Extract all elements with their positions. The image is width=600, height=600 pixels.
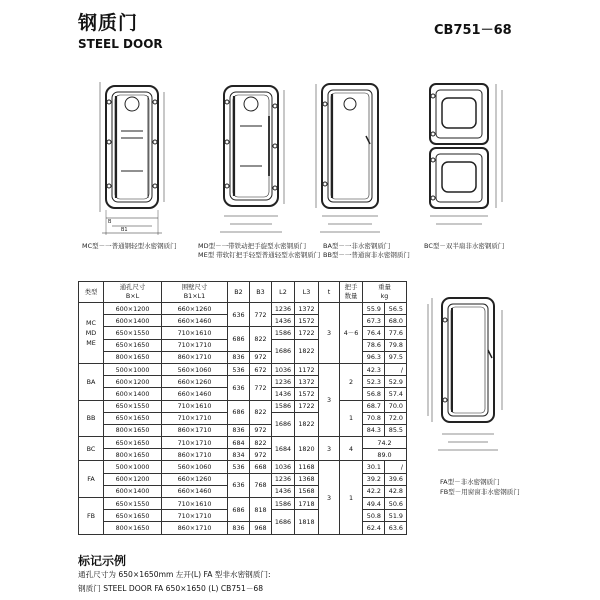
table-cell: 668	[250, 461, 272, 473]
table-cell: 49.4	[363, 498, 385, 510]
table-cell: 84.3	[363, 424, 385, 436]
table-cell: 800×1650	[104, 351, 162, 363]
table-cell: 1586	[272, 400, 295, 412]
me-caption: ME型 带软钉把手轻型普通轻型水密钢质门	[198, 251, 321, 259]
table-cell: 3	[319, 461, 340, 534]
table-cell: 500×1000	[104, 461, 162, 473]
table-cell: 1436	[272, 388, 295, 400]
table-cell: 79.8	[385, 339, 407, 351]
type-cell-bc: BC	[79, 437, 104, 461]
table-cell: 1572	[295, 315, 319, 327]
bb-caption: BB型－一普通窗非水密钢质门	[323, 251, 410, 259]
table-cell: 52.9	[385, 376, 407, 388]
table-cell: 42.3	[363, 363, 385, 375]
table-cell: 822	[250, 400, 272, 424]
table-row	[79, 303, 407, 315]
table-cell: 600×1400	[104, 485, 162, 497]
fb-caption: FB型－用窗窗非水密钢质门	[440, 488, 520, 496]
table-cell: 600×1400	[104, 315, 162, 327]
table-cell: 836	[228, 424, 250, 436]
table-row	[79, 461, 407, 473]
table-cell: 3	[319, 363, 340, 436]
table-cell: 660×1460	[162, 315, 228, 327]
table-cell: 1722	[295, 327, 319, 339]
table-cell: 822	[250, 327, 272, 351]
header-frame: 围壁尺寸 B1×L1	[162, 282, 228, 303]
table-cell: 536	[228, 363, 250, 375]
table-cell: 560×1060	[162, 363, 228, 375]
table-cell: 72.0	[385, 412, 407, 424]
table-cell: 710×1610	[162, 400, 228, 412]
table-cell: 4－6	[340, 303, 363, 364]
table-cell: 650×1550	[104, 498, 162, 510]
table-cell: 1236	[272, 473, 295, 485]
header-b2: B2	[228, 282, 250, 303]
table-row	[79, 437, 407, 449]
header-t: t	[319, 282, 340, 303]
table-cell: 600×1200	[104, 303, 162, 315]
table-cell: 972	[250, 424, 272, 436]
table-cell: 1822	[295, 339, 319, 363]
table-cell: 1684	[272, 437, 295, 461]
table-cell: 1586	[272, 498, 295, 510]
table-cell: 536	[228, 461, 250, 473]
table-cell: 74.2	[363, 437, 407, 449]
table-cell: 1718	[295, 498, 319, 510]
table-cell: 2	[340, 363, 363, 400]
table-cell: 800×1650	[104, 522, 162, 534]
table-cell: 822	[250, 437, 272, 449]
table-cell: 968	[250, 522, 272, 534]
table-cell: 650×1650	[104, 437, 162, 449]
table-cell: 660×1260	[162, 303, 228, 315]
spec-table	[78, 281, 407, 535]
table-cell: 68.0	[385, 315, 407, 327]
table-cell: 834	[228, 449, 250, 461]
table-cell: 39.6	[385, 473, 407, 485]
table-cell: 62.4	[363, 522, 385, 534]
table-cell: 70.8	[363, 412, 385, 424]
bc-door-drawing	[420, 76, 506, 238]
table-cell: 67.3	[363, 315, 385, 327]
table-cell: 650×1650	[104, 339, 162, 351]
header-handles: 把手 数量	[340, 282, 363, 303]
table-cell: 1818	[295, 510, 319, 534]
fa-fb-door-drawing	[424, 290, 514, 460]
table-cell: 85.5	[385, 424, 407, 436]
page-subtitle: STEEL DOOR	[78, 37, 163, 51]
table-cell: 710×1710	[162, 510, 228, 522]
table-cell: 1686	[272, 412, 295, 436]
table-cell: 972	[250, 351, 272, 363]
header-opening: 通孔尺寸 B×L	[104, 282, 162, 303]
table-cell: 1236	[272, 303, 295, 315]
table-cell: 1372	[295, 376, 319, 388]
example-line-2: 钢质门 STEEL DOOR FA 650×1650 (L) CB751－68	[78, 584, 264, 593]
table-cell: 650×1650	[104, 510, 162, 522]
table-row	[79, 400, 407, 412]
table-cell: 772	[250, 376, 272, 400]
table-cell: 56.8	[363, 388, 385, 400]
table-cell: 600×1200	[104, 473, 162, 485]
table-cell: 660×1260	[162, 376, 228, 388]
page-title: 钢质门	[78, 12, 139, 34]
table-cell: 800×1650	[104, 449, 162, 461]
table-cell: 710×1710	[162, 339, 228, 351]
bc-caption: BC型－双半扇非水密钢质门	[424, 242, 505, 250]
table-cell: 600×1200	[104, 376, 162, 388]
table-cell: 89.0	[363, 449, 407, 461]
table-cell: 55.9	[363, 303, 385, 315]
table-cell: 860×1710	[162, 351, 228, 363]
table-cell: 800×1650	[104, 424, 162, 436]
table-cell: 97.5	[385, 351, 407, 363]
example-line-1: 通孔尺寸为 650×1650mm 左开(L) FA 型非水密钢质门:	[78, 570, 271, 579]
table-cell: 1036	[272, 461, 295, 473]
table-cell: 836	[228, 522, 250, 534]
table-cell: 672	[250, 363, 272, 375]
header-l2: L2	[272, 282, 295, 303]
table-cell: 600×1400	[104, 388, 162, 400]
table-cell: 836	[228, 351, 250, 363]
fa-caption: FA型－非水密钢质门	[440, 478, 500, 486]
table-cell: 860×1710	[162, 522, 228, 534]
table-cell: 650×1550	[104, 400, 162, 412]
table-cell: 1686	[272, 339, 295, 363]
dim-label-b1: B1	[121, 227, 128, 233]
table-cell: 660×1460	[162, 388, 228, 400]
table-cell: 63.6	[385, 522, 407, 534]
table-cell: 972	[250, 449, 272, 461]
table-cell: 70.0	[385, 400, 407, 412]
table-cell: 1686	[272, 510, 295, 534]
table-cell: 1036	[272, 363, 295, 375]
table-cell: 636	[228, 473, 250, 497]
table-cell: 1822	[295, 412, 319, 436]
table-cell: 96.3	[363, 351, 385, 363]
table-cell: 1168	[295, 461, 319, 473]
example-heading: 标记示例	[78, 554, 127, 568]
table-cell: 1586	[272, 327, 295, 339]
table-cell: 660×1460	[162, 485, 228, 497]
table-cell: 1236	[272, 376, 295, 388]
table-cell: 1436	[272, 485, 295, 497]
md-caption: MD型－一带铁动把手旋型水密钢质门	[198, 242, 307, 250]
table-header-row	[79, 282, 407, 303]
table-cell: 686	[228, 400, 250, 424]
table-cell: 50.8	[363, 510, 385, 522]
standard-code: CB751－68	[434, 23, 512, 38]
table-cell: 500×1000	[104, 363, 162, 375]
ba-caption: BA型－一非水密钢质门	[323, 242, 391, 250]
table-cell: 51.9	[385, 510, 407, 522]
table-cell: 39.2	[363, 473, 385, 485]
table-cell: 710×1610	[162, 327, 228, 339]
header-type: 类型	[79, 282, 104, 303]
table-cell: 636	[228, 303, 250, 327]
table-cell: 4	[340, 437, 363, 461]
md-me-door-drawing	[212, 76, 292, 238]
table-cell: 650×1650	[104, 412, 162, 424]
table-cell: 1820	[295, 437, 319, 461]
table-cell: 860×1710	[162, 424, 228, 436]
table-cell: 1	[340, 400, 363, 437]
table-cell: 560×1060	[162, 461, 228, 473]
table-cell: 772	[250, 303, 272, 327]
table-cell: 684	[228, 437, 250, 449]
table-cell: 1172	[295, 363, 319, 375]
table-cell: 660×1260	[162, 473, 228, 485]
table-cell: 860×1710	[162, 449, 228, 461]
table-cell: 686	[228, 498, 250, 522]
type-cell-mc: MC MD ME	[79, 303, 104, 364]
type-cell-ba: BA	[79, 363, 104, 400]
table-cell: 50.6	[385, 498, 407, 510]
table-row	[79, 363, 407, 375]
header-l3: L3	[295, 282, 319, 303]
table-cell: 42.2	[363, 485, 385, 497]
table-cell: 1	[340, 461, 363, 534]
table-cell: 1436	[272, 315, 295, 327]
table-cell: 710×1610	[162, 498, 228, 510]
table-cell: 710×1710	[162, 437, 228, 449]
table-cell: 1572	[295, 388, 319, 400]
table-cell: 710×1710	[162, 412, 228, 424]
table-cell: 3	[319, 437, 340, 461]
mc-door-drawing	[92, 76, 172, 238]
type-cell-fb: FB	[79, 498, 104, 535]
ba-bb-door-drawing	[312, 76, 392, 238]
table-cell: 1568	[295, 485, 319, 497]
table-cell: 77.6	[385, 327, 407, 339]
type-cell-fa: FA	[79, 461, 104, 498]
table-cell: 76.4	[363, 327, 385, 339]
type-cell-bb: BB	[79, 400, 104, 437]
table-cell: 650×1550	[104, 327, 162, 339]
table-cell: 1368	[295, 473, 319, 485]
header-b3: B3	[250, 282, 272, 303]
header-weight: 重量 kg	[363, 282, 407, 303]
dim-label-b: B	[108, 219, 112, 225]
table-cell: 636	[228, 376, 250, 400]
table-cell: /	[385, 461, 407, 473]
table-cell: 1372	[295, 303, 319, 315]
table-cell: /	[385, 363, 407, 375]
mc-caption: MC型－一普通钢轻型水密钢质门	[82, 242, 177, 250]
table-cell: 818	[250, 498, 272, 522]
table-cell: 1722	[295, 400, 319, 412]
table-cell: 57.4	[385, 388, 407, 400]
table-cell: 30.1	[363, 461, 385, 473]
table-cell: 56.5	[385, 303, 407, 315]
table-cell: 768	[250, 473, 272, 497]
table-cell: 78.6	[363, 339, 385, 351]
table-cell: 68.7	[363, 400, 385, 412]
table-cell: 42.8	[385, 485, 407, 497]
table-cell: 52.3	[363, 376, 385, 388]
table-cell: 3	[319, 303, 340, 364]
table-cell: 686	[228, 327, 250, 351]
